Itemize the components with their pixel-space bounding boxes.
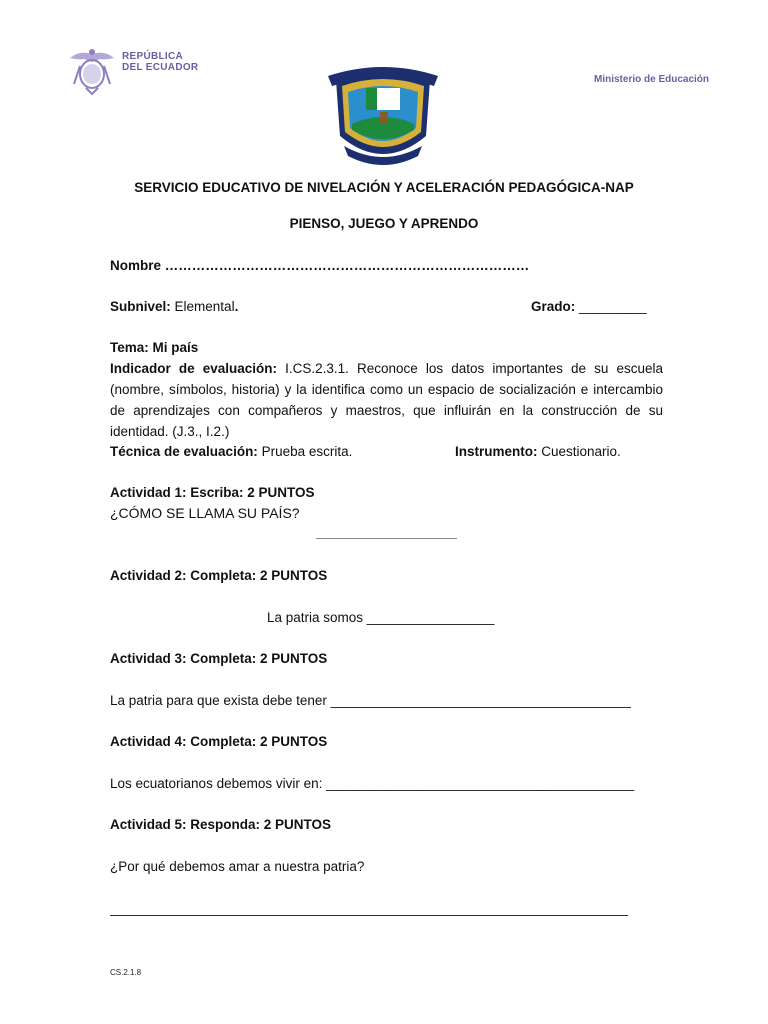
grado-label: Grado: <box>531 299 576 314</box>
tecnica-row <box>110 442 352 462</box>
footer-code: CS.2.1.8 <box>110 968 142 977</box>
activity-1-answer-line[interactable] <box>316 538 457 539</box>
tecnica-label: Técnica de evaluación: <box>110 444 258 459</box>
activity-4-prompt: Los ecuatorianos debemos vivir en: _________________________________________ <box>110 776 634 791</box>
ministerio-logo-text: Ministerio de Educación <box>594 74 710 85</box>
tecnica-value: Prueba escrita. <box>261 444 353 459</box>
republica-line-2: DEL ECUADOR <box>122 62 199 73</box>
activity-3-prompt: La patria para que exista debe tener ________________________________________ <box>110 693 631 708</box>
activity-5-answer-line: _____________________________________________________________________ <box>110 901 629 916</box>
activity-4-title: Actividad 4: Completa: 2 PUNTOS <box>110 734 328 749</box>
instrumento-label: Instrumento: <box>455 444 538 459</box>
grado-blank: _________ <box>579 299 647 314</box>
school-crest-logo <box>326 66 440 170</box>
activity-5-title: Actividad 5: Responda: 2 PUNTOS <box>110 817 332 832</box>
instrumento-value: Cuestionario. <box>541 444 621 459</box>
activity-2-prompt: La patria somos _________________ <box>267 610 495 625</box>
ecuador-coat-of-arms-logo <box>66 44 118 96</box>
instrumento-row <box>455 442 621 462</box>
nombre-field: Nombre ……………………………………………………………………… <box>110 258 530 273</box>
activity-1-prompt: ¿CÓMO SE LLAMA SU PAÍS? <box>110 505 300 521</box>
activity-2-title: Actividad 2: Completa: 2 PUNTOS <box>110 568 328 583</box>
subnivel-label: Subnivel: <box>110 299 171 314</box>
activity-3-title: Actividad 3: Completa: 2 PUNTOS <box>110 651 328 666</box>
subnivel-value: Elemental <box>174 299 235 314</box>
subnivel-row <box>110 297 238 317</box>
document-title: SERVICIO EDUCATIVO DE NIVELACIÓN Y ACELERACIÓN PEDAGÓGICA-NAP <box>134 180 634 195</box>
activity-1-title: Actividad 1: Escriba: 2 PUNTOS <box>110 485 315 500</box>
activity-5-prompt: ¿Por qué debemos amar a nuestra patria? <box>110 859 365 874</box>
republica-logo-text <box>122 51 198 73</box>
indicador-paragraph <box>110 358 663 442</box>
indicador-text: I.CS.2.3.1. Reconoce los datos importantes de su escuela (nombre, símbolos, historia) y la identifica como un espacio de socialización e intercambio de aprendizajes con compañeros y maestros, que influirán en la construcción de su identidad. (J.3., I.2.) <box>110 361 663 439</box>
document-subtitle: PIENSO, JUEGO Y APRENDO <box>289 216 479 231</box>
subnivel-dot: . <box>234 299 239 314</box>
republica-line-1: REPÚBLICA <box>122 51 184 62</box>
indicador-label: Indicador de evaluación: <box>110 361 277 376</box>
grado-row <box>531 297 647 317</box>
tema-heading: Tema: Mi país <box>110 340 199 355</box>
